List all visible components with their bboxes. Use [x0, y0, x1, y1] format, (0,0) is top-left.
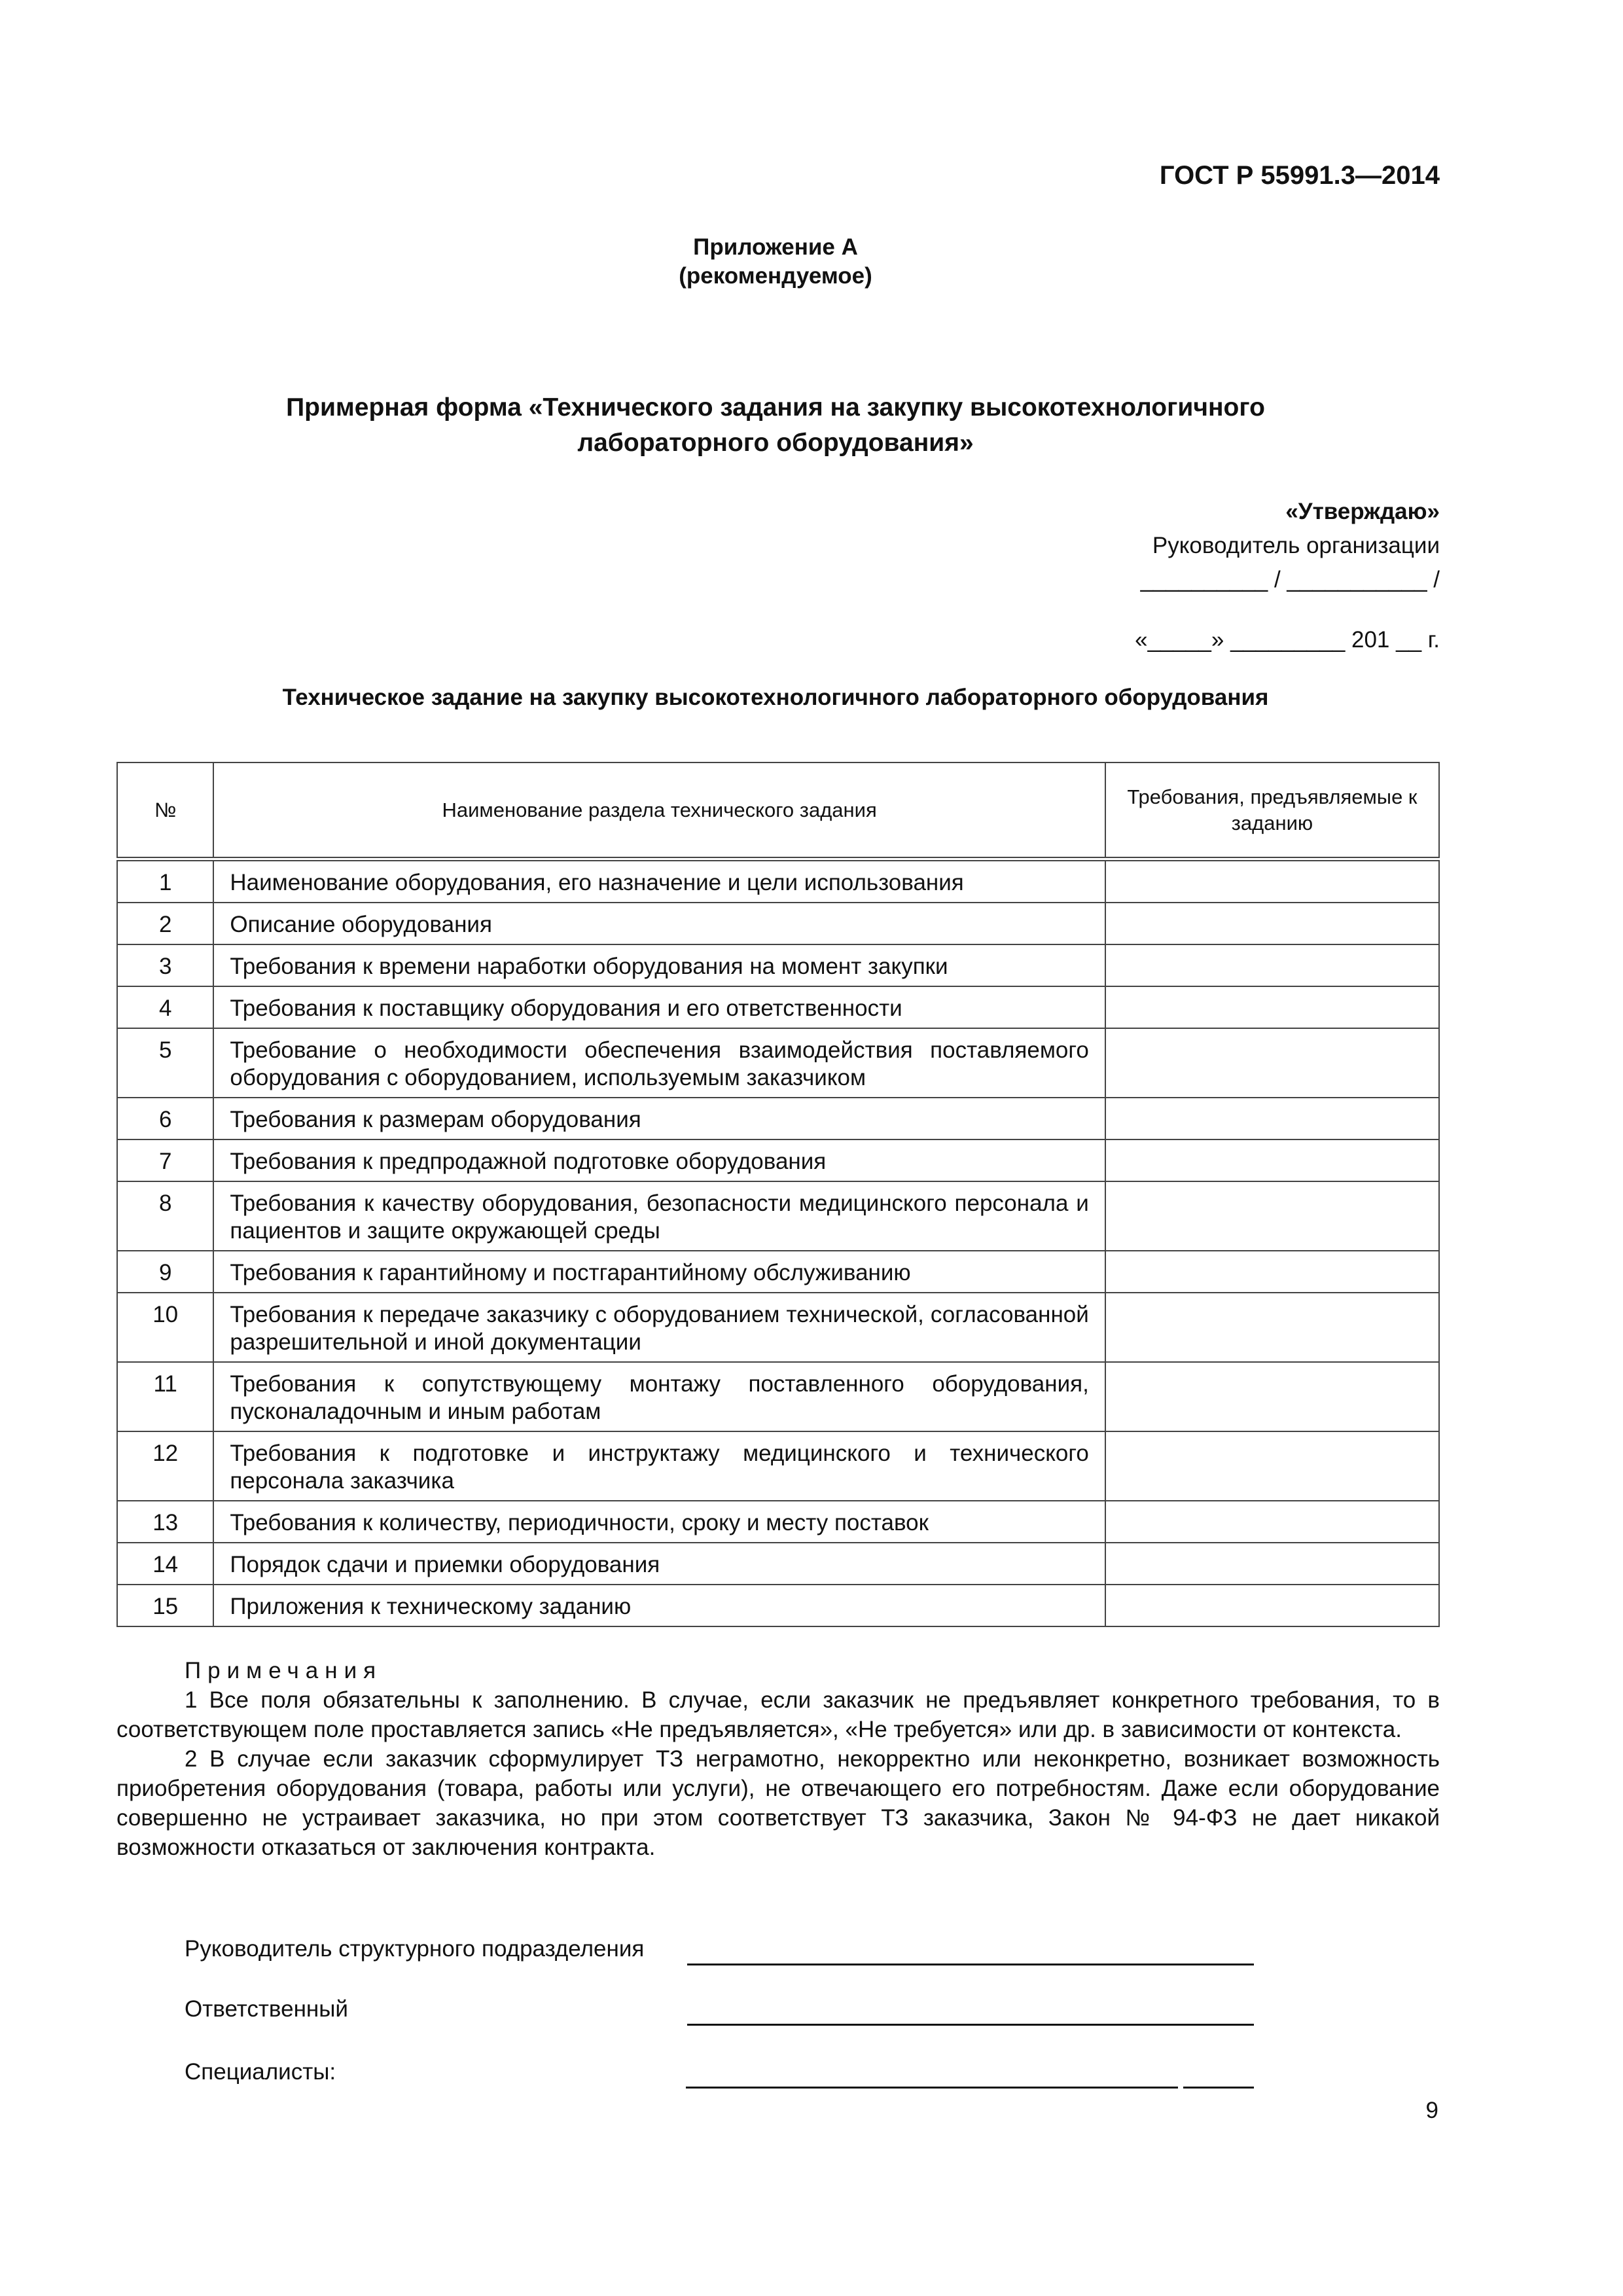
row-requirements-cell[interactable]: [1105, 903, 1439, 944]
responsible-signature-field[interactable]: [687, 2024, 1254, 2026]
document-code: ГОСТ Р 55991.3—2014: [1159, 161, 1440, 190]
row-number: 1: [117, 859, 213, 903]
table-row: [117, 1028, 1439, 1098]
row-requirements-cell[interactable]: [1105, 1139, 1439, 1181]
row-number: 15: [117, 1585, 213, 1626]
specialists-signature-field-short[interactable]: [1183, 2087, 1254, 2089]
table-row: [117, 1251, 1439, 1293]
table-row: [117, 986, 1439, 1028]
table-body: [117, 859, 1439, 1627]
row-number: 7: [117, 1139, 213, 1181]
approval-heading: «Утверждаю»: [1285, 499, 1440, 524]
table-row: [117, 1431, 1439, 1501]
row-requirements-cell[interactable]: [1105, 1251, 1439, 1293]
table-row: [117, 859, 1439, 903]
head-of-unit-signature-field[interactable]: [687, 1964, 1254, 1965]
row-section-name: Требования к передаче заказчику с оборудованием технической, согласованной разрешительной и иной документации: [213, 1293, 1105, 1362]
row-requirements-cell[interactable]: [1105, 1501, 1439, 1543]
table-row: [117, 1585, 1439, 1626]
row-requirements-cell[interactable]: [1105, 1543, 1439, 1585]
row-number: 5: [117, 1028, 213, 1098]
approval-block: [1141, 495, 1440, 597]
table-row: [117, 1139, 1439, 1181]
row-requirements-cell[interactable]: [1105, 1585, 1439, 1626]
row-number: 4: [117, 986, 213, 1028]
table-row: [117, 1181, 1439, 1251]
row-requirements-cell[interactable]: [1105, 1181, 1439, 1251]
row-section-name: Требования к качеству оборудования, безопасности медицинского персонала и пациентов и защите окружающей среды: [213, 1181, 1105, 1251]
row-section-name: Требования к количеству, периодичности, сроку и месту поставок: [213, 1501, 1105, 1543]
approval-role: Руководитель организации: [1152, 533, 1440, 558]
row-requirements-cell[interactable]: [1105, 944, 1439, 986]
form-title-line-2: лабораторного оборудования»: [577, 429, 974, 457]
responsible-label: Ответственный: [185, 1996, 348, 2022]
row-section-name: Требования к подготовке и инструктажу медицинского и технического персонала заказчика: [213, 1431, 1105, 1501]
table-row: [117, 944, 1439, 986]
row-number: 13: [117, 1501, 213, 1543]
row-number: 3: [117, 944, 213, 986]
row-section-name: Порядок сдачи и приемки оборудования: [213, 1543, 1105, 1585]
row-requirements-cell[interactable]: [1105, 986, 1439, 1028]
row-section-name: Требования к предпродажной подготовке оборудования: [213, 1139, 1105, 1181]
row-number: 8: [117, 1181, 213, 1251]
table-row: [117, 1543, 1439, 1585]
form-title-line-1: Примерная форма «Технического задания на закупку высокотехнологичного: [286, 393, 1265, 422]
header-section-name: Наименование раздела технического задания: [213, 762, 1105, 859]
table-row: [117, 903, 1439, 944]
note-2: 2 В случае если заказчик сформулирует ТЗ неграмотно, некорректно или неконкретно, возникает возможность приобретения оборудования (товара, работы или услуги), не отвечающего его потребностям. Даже если оборудование совершенно не устраивает заказчика, но при этом соответствует ТЗ заказчика, Закон № 94-ФЗ не дает никакой возможности отказаться от заключения контракта.: [116, 1746, 1440, 1860]
page-number: 9: [1425, 2098, 1438, 2123]
row-number: 2: [117, 903, 213, 944]
row-requirements-cell[interactable]: [1105, 1028, 1439, 1098]
table-header-row: [117, 762, 1439, 859]
table-row: [117, 1501, 1439, 1543]
row-section-name: Наименование оборудования, его назначение и цели использования: [213, 859, 1105, 903]
table-row: [117, 1362, 1439, 1431]
table-row: [117, 1293, 1439, 1362]
row-number: 9: [117, 1251, 213, 1293]
row-number: 10: [117, 1293, 213, 1362]
specialists-signature-field[interactable]: [686, 2087, 1178, 2089]
spec-title: Техническое задание на закупку высокотехнологичного лабораторного оборудования: [282, 685, 1269, 710]
row-requirements-cell[interactable]: [1105, 859, 1439, 903]
row-requirements-cell[interactable]: [1105, 1293, 1439, 1362]
notes: [116, 1656, 1440, 1862]
approval-signature-line: __________ / ___________ /: [1140, 567, 1440, 592]
row-section-name: Требования к размерам оборудования: [213, 1098, 1105, 1139]
annex-title: Приложение А: [693, 234, 858, 260]
note-1: 1 Все поля обязательны к заполнению. В случае, если заказчик не предъявляет конкретного требования, то в соответствующем поле проставляется запись «Не предъявляется», «Не требуется» или др. в зависимости от контекста.: [116, 1687, 1440, 1742]
row-section-name: Приложения к техническому заданию: [213, 1585, 1105, 1626]
row-requirements-cell[interactable]: [1105, 1431, 1439, 1501]
row-section-name: Требования к поставщику оборудования и его ответственности: [213, 986, 1105, 1028]
row-number: 12: [117, 1431, 213, 1501]
notes-heading: Примечания: [185, 1658, 383, 1683]
header-num: №: [117, 762, 213, 859]
row-number: 11: [117, 1362, 213, 1431]
row-section-name: Требования к сопутствующему монтажу поставленного оборудования, пусконаладочным и иным работам: [213, 1362, 1105, 1431]
row-requirements-cell[interactable]: [1105, 1362, 1439, 1431]
approval-date-line: «_____» _________ 201 __ г.: [1135, 627, 1440, 653]
row-section-name: Требование о необходимости обеспечения взаимодействия поставляемого оборудования с оборудованием, используемым заказчиком: [213, 1028, 1105, 1098]
head-of-unit-label: Руководитель структурного подразделения: [185, 1936, 645, 1962]
row-number: 14: [117, 1543, 213, 1585]
form-title: [118, 390, 1433, 461]
row-number: 6: [117, 1098, 213, 1139]
annex-type: (рекомендуемое): [679, 263, 872, 289]
row-requirements-cell[interactable]: [1105, 1098, 1439, 1139]
table-row: [117, 1098, 1439, 1139]
row-section-name: Требования к гарантийному и постгарантийному обслуживанию: [213, 1251, 1105, 1293]
specialists-label: Специалисты:: [185, 2059, 336, 2085]
requirements-table: [116, 762, 1440, 1627]
header-requirements: Требования, предъявляемые к заданию: [1105, 762, 1439, 859]
row-section-name: Требования к времени наработки оборудования на момент закупки: [213, 944, 1105, 986]
row-section-name: Описание оборудования: [213, 903, 1105, 944]
